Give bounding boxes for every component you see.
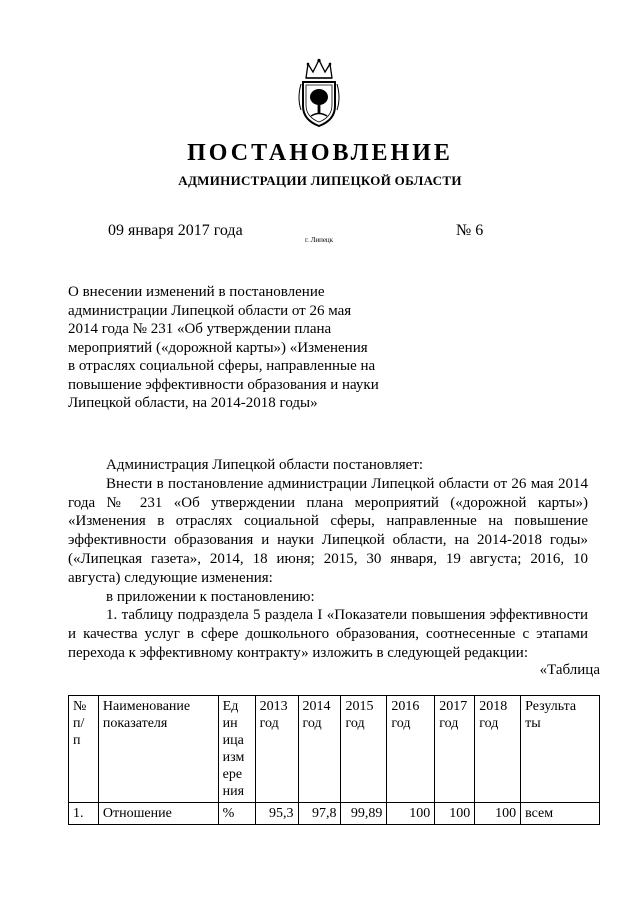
table-header-cell: 2015 год [341, 696, 387, 803]
about-line: в отраслях социальной сферы, направленные на [68, 358, 376, 374]
table-header-cell: № п/ п [69, 696, 99, 803]
table-cell: 1. [69, 803, 99, 825]
table-cell: % [218, 803, 255, 825]
body-line: года № 231 «Об утверждении плана мероприятий («дорожной карты») [68, 494, 588, 511]
table-row [69, 803, 600, 825]
about-line: Липецкой области, на 2014-2018 годы» [68, 395, 318, 411]
document-subtitle: АДМИНИСТРАЦИИ ЛИПЕЦКОЙ ОБЛАСТИ [178, 173, 462, 188]
table-header-row [69, 696, 600, 803]
table-cell: Отношение [98, 803, 218, 825]
about-line: мероприятий («дорожной карты») «Изменения [68, 339, 368, 356]
table-cell: 97,8 [298, 803, 341, 825]
table-cell: 100 [475, 803, 521, 825]
table-header-cell: Наименование показателя [98, 696, 218, 803]
table-header-cell: 2018 год [475, 696, 521, 803]
body-line: перехода к эффективному контракту» изложить в следующей редакции: [68, 644, 528, 661]
document-date: 09 января 2017 года [108, 222, 243, 239]
body-paragraph-intro: Администрация Липецкой области постановляет: [106, 457, 424, 473]
table-cell: 100 [435, 803, 475, 825]
body-line: Внести в постановление администрации Липецкой области от 26 мая 2014 [106, 475, 588, 492]
table-cell: всем [521, 803, 600, 825]
table-cell: 100 [387, 803, 435, 825]
table-header-cell: 2016 год [387, 696, 435, 803]
table-cell: 99,89 [341, 803, 387, 825]
indicators-table [68, 695, 600, 825]
table-caption: «Таблица [539, 662, 600, 678]
table-header-cell: 2013 год [255, 696, 298, 803]
body-line: «Изменения в отраслях социальной сферы, направленные на повышение [68, 513, 588, 530]
about-line: О внесении изменений в постановление [68, 284, 325, 300]
document-title: ПОСТАНОВЛЕНИЕ [187, 140, 453, 166]
table-header-cell: Результа ты [521, 696, 600, 803]
body-line: эффективности образования и науки Липецкой области, на 2014-2018 годы» [68, 532, 588, 549]
body-line: в приложении к постановлению: [106, 588, 315, 605]
document-city: г. Липецк [305, 236, 334, 244]
body-line: и качества услуг в сфере дошкольного образования, соотнесенные с этапами [68, 626, 588, 643]
document-number: № 6 [456, 222, 484, 239]
table-header-cell: 2014 год [298, 696, 341, 803]
coat-of-arms-emblem [296, 58, 342, 128]
about-line: повышение эффективности образования и науки [68, 376, 379, 393]
table-header-cell: 2017 год [435, 696, 475, 803]
document-about [68, 283, 398, 413]
body-line: августа) следующие изменения: [68, 569, 273, 586]
table-header-cell: Ед ин ица изм ере ния [218, 696, 255, 803]
about-line: администрации Липецкой области от 26 мая [68, 302, 352, 319]
body-line: 1. таблицу подраздела 5 раздела I «Показатели повышения эффективности [106, 607, 588, 624]
body-line: («Липецкая газета», 2014, 18 июня; 2015, 30 января, 19 августа; 2016, 10 [68, 550, 588, 567]
table-cell: 95,3 [255, 803, 298, 825]
about-line: 2014 года № 231 «Об утверждении плана [68, 321, 332, 337]
document-body [68, 456, 588, 663]
